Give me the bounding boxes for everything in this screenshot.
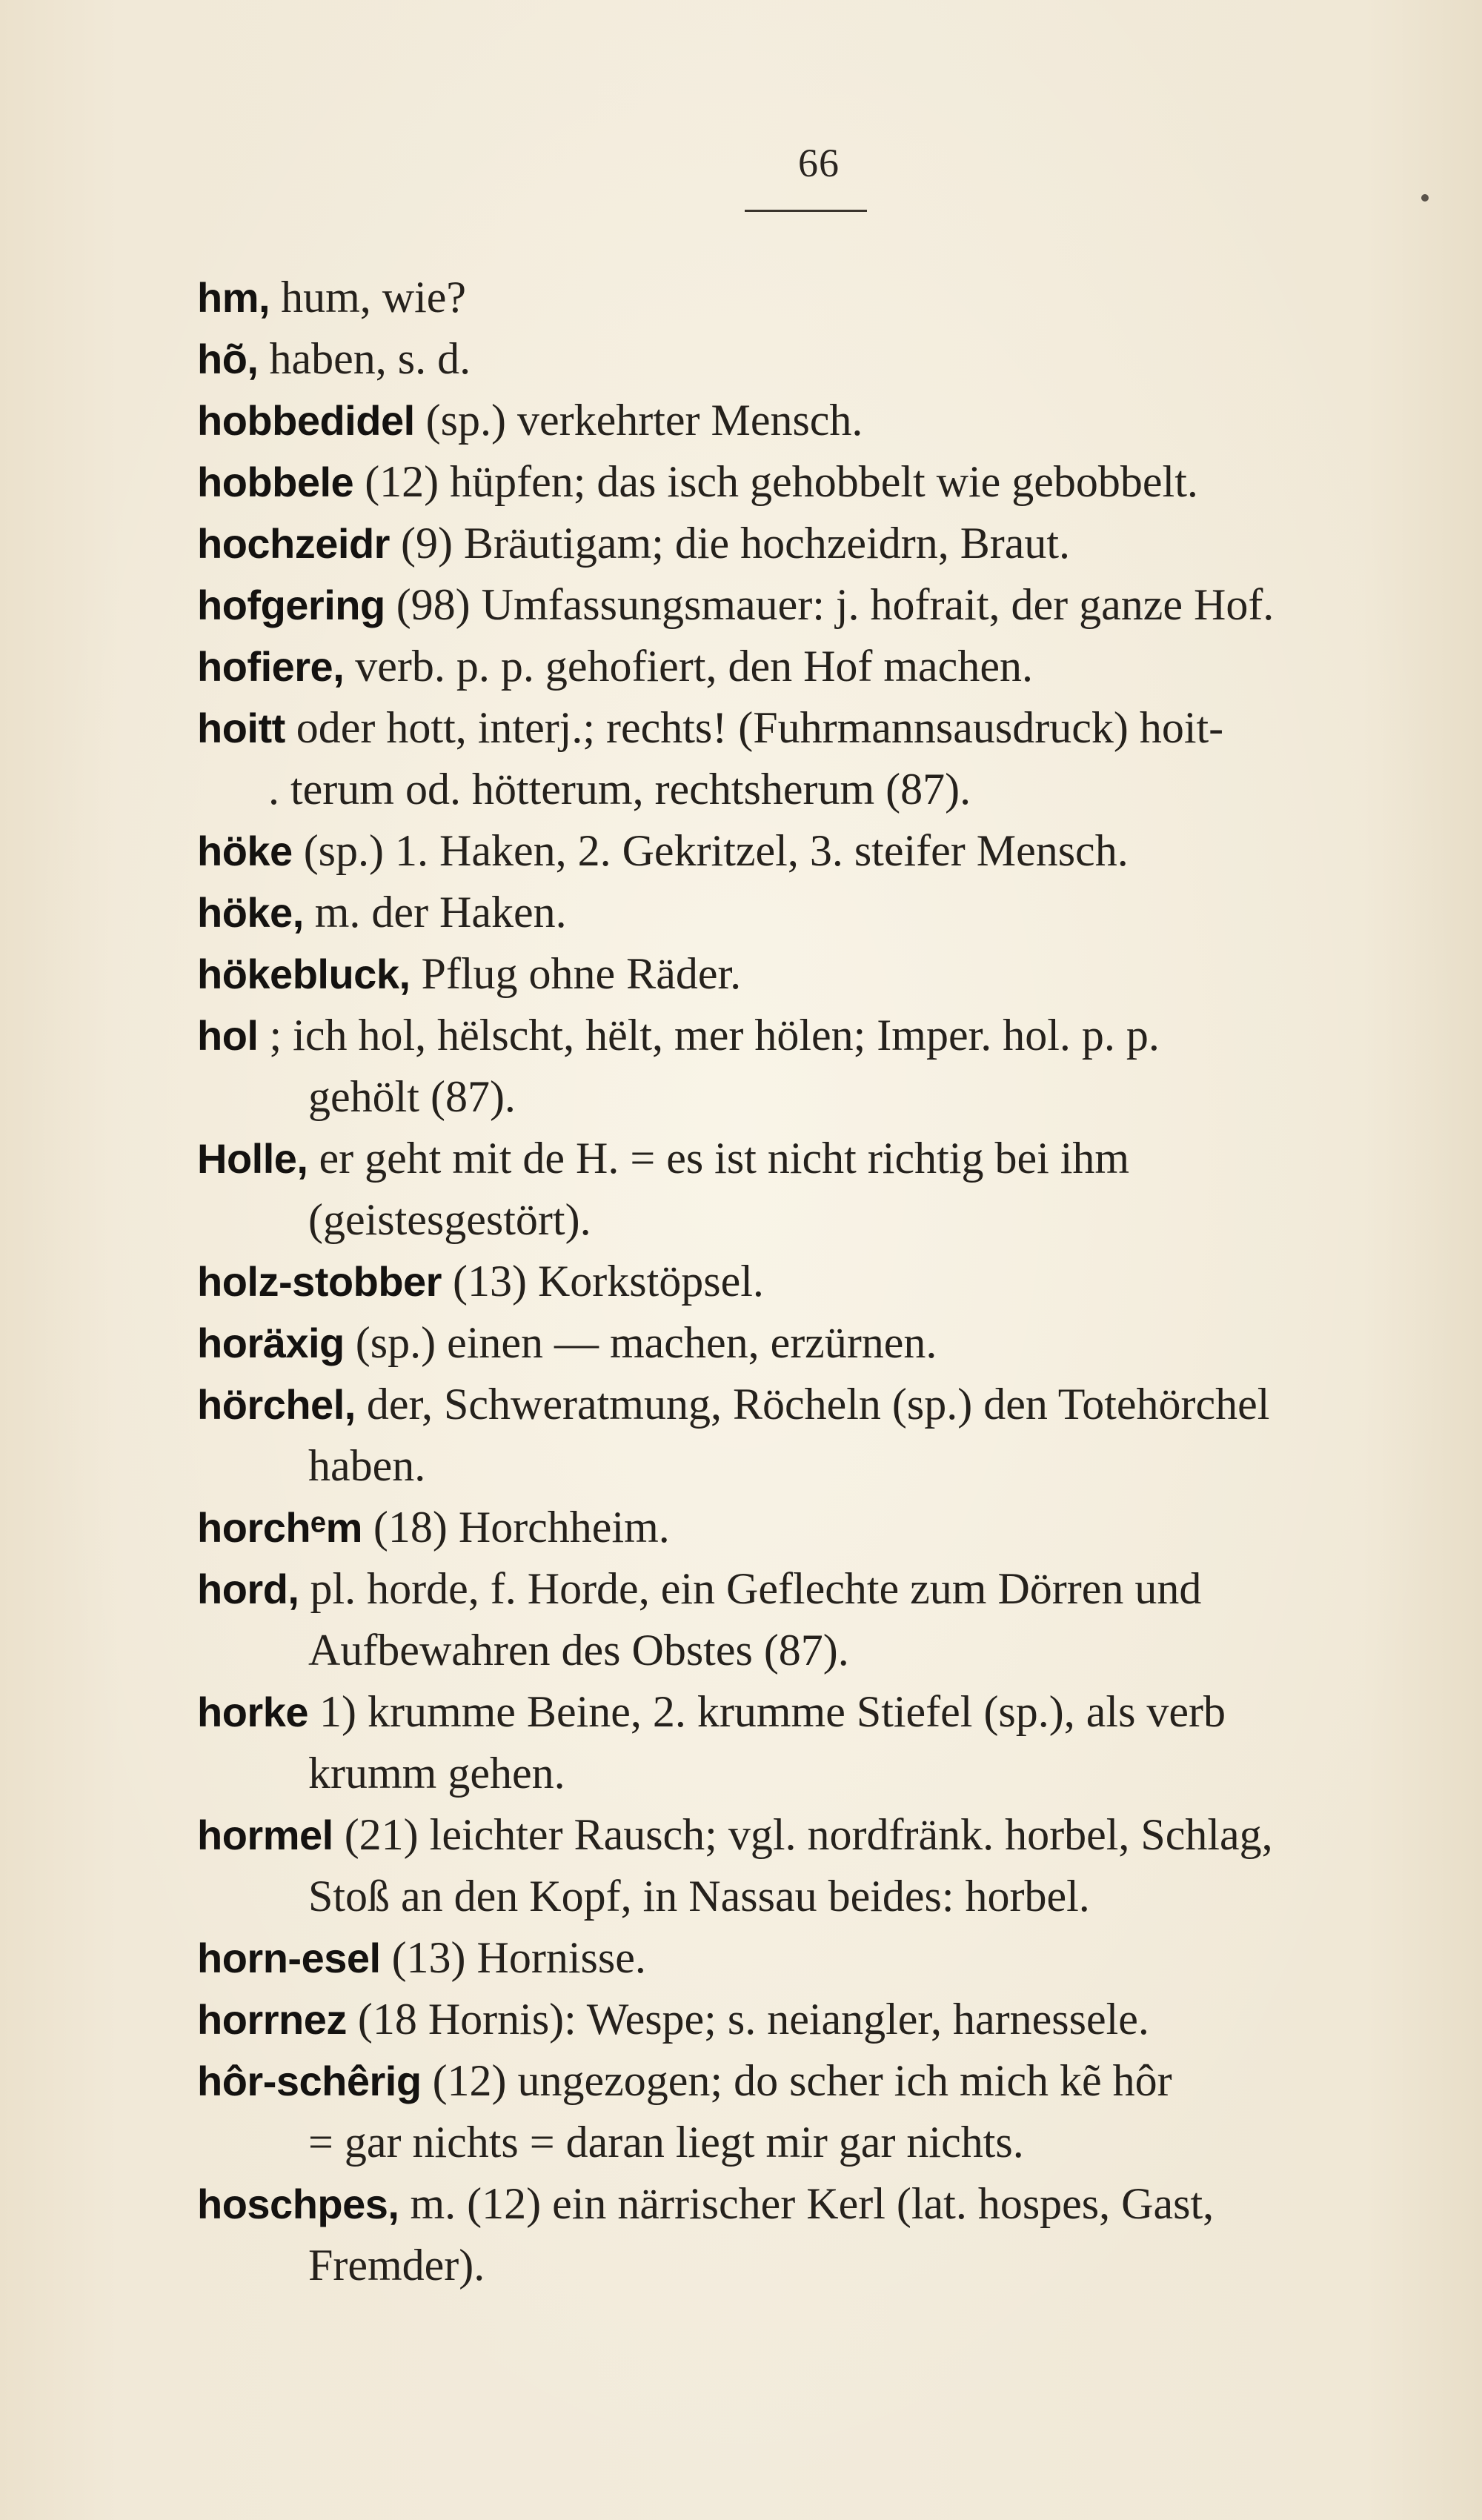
dictionary-entry [197, 1927, 1427, 1989]
definition: ; ich hol, hëlscht, hëlt, mer hölen; Imper. hol. p. p. [258, 1011, 1160, 1060]
definition: (21) leichter Rausch; vgl. nordfränk. horbel, Schlag, [333, 1810, 1273, 1859]
dictionary-entry [197, 574, 1427, 636]
dictionary-entry [197, 2173, 1427, 2296]
definition: oder hott, interj.; rechts! (Fuhrmannsausdruck) hoit- [285, 703, 1224, 752]
definition: Pflug ohne Räder. [410, 949, 742, 998]
headword: hôr-schêrig [197, 2058, 422, 2104]
definition-continuation: Stoß an den Kopf, in Nassau beides: horbel. [308, 1872, 1090, 1921]
dictionary-entry [197, 267, 1427, 328]
headword: hõ, [197, 336, 259, 382]
definition: (18 Hornis): Wespe; s. neiangler, harnessele. [346, 1995, 1149, 2044]
headword: hol [197, 1012, 259, 1059]
headword: hoitt [197, 705, 285, 751]
dictionary-entry [197, 390, 1427, 451]
page-number-rule [745, 210, 867, 212]
dictionary-entry [197, 513, 1427, 574]
definition: (18) Horchheim. [362, 1503, 670, 1552]
definition-continuation: Aufbewahren des Obstes (87). [308, 1626, 849, 1675]
headword: horäxig [197, 1320, 345, 1366]
dictionary-entry [197, 1497, 1427, 1558]
definition-continuation: gehölt (87). [308, 1072, 516, 1121]
dictionary-entry [197, 1005, 1427, 1128]
definition-continuation: (geistesgestört). [308, 1195, 591, 1244]
definition-continuation: Fremder). [308, 2241, 485, 2290]
definition: verb. p. p. gehofiert, den Hof machen. [344, 642, 1033, 691]
headword: hord, [197, 1566, 299, 1612]
dictionary-entry [197, 1312, 1427, 1374]
headword: hörchel, [197, 1381, 356, 1428]
headword: horchᵉm [197, 1504, 362, 1551]
page-speck [1421, 194, 1429, 202]
definition: (sp.) 1. Haken, 2. Gekritzel, 3. steifer Mensch. [292, 826, 1129, 875]
dictionary-entry [197, 1251, 1427, 1312]
definition: (98) Umfassungsmauer: j. hofrait, der ganze Hof. [385, 580, 1275, 629]
dictionary-entry [197, 1804, 1427, 1927]
dictionary-entry [197, 820, 1427, 882]
headword: höke, [197, 889, 304, 936]
definition: pl. horde, f. Horde, ein Geflechte zum Dörren und [299, 1564, 1202, 1613]
dictionary-entry [197, 1374, 1427, 1497]
definition-continuation: . terum od. hötterum, rechtsherum (87). [268, 765, 971, 814]
dictionary-entry [197, 1128, 1427, 1251]
headword: hormel [197, 1812, 333, 1858]
headword: hofiere, [197, 643, 345, 690]
dictionary-entry [197, 943, 1427, 1005]
headword: horke [197, 1689, 308, 1735]
definition: (sp.) verkehrter Mensch. [414, 396, 863, 445]
definition: hum, wie? [270, 273, 466, 322]
definition: (9) Bräutigam; die hochzeidrn, Braut. [389, 519, 1071, 568]
dictionary-entry [197, 697, 1427, 820]
definition-continuation: krumm gehen. [308, 1749, 565, 1798]
definition: (13) Korkstöpsel. [441, 1257, 764, 1306]
definition: (12) hüpfen; das isch gehobbelt wie gebobbelt. [353, 457, 1198, 506]
dictionary-entry [197, 451, 1427, 513]
headword: horrnez [197, 1996, 347, 2043]
dictionary-entry [197, 2050, 1427, 2173]
headword: horn-esel [197, 1935, 381, 1981]
headword: hm, [197, 274, 270, 321]
headword: hochzeidr [197, 520, 390, 567]
headword: höke [197, 828, 293, 874]
definition-continuation: = gar nichts = daran liegt mir gar nichts. [308, 2118, 1024, 2167]
headword: hobbele [197, 459, 354, 505]
definition: (13) Hornisse. [380, 1933, 646, 1982]
definition-continuation: haben. [308, 1441, 426, 1490]
dictionary-entries [197, 267, 1427, 2296]
dictionary-entry [197, 1989, 1427, 2050]
page-number: 66 [798, 141, 840, 185]
definition: (sp.) einen — machen, erzürnen. [344, 1318, 937, 1367]
headword: hökebluck, [197, 951, 411, 997]
dictionary-entry [197, 882, 1427, 943]
headword: Holle, [197, 1135, 308, 1182]
headword: holz-stobber [197, 1258, 442, 1305]
headword: hoschpes, [197, 2181, 399, 2227]
definition: (12) ungezogen; do scher ich mich kẽ hôr [421, 2056, 1172, 2105]
definition: 1) krumme Beine, 2. krumme Stiefel (sp.), als verb [308, 1687, 1226, 1736]
dictionary-entry [197, 1558, 1427, 1681]
headword: hofgering [197, 582, 385, 628]
headword: hobbedidel [197, 397, 415, 444]
dictionary-entry [197, 636, 1427, 697]
definition: er geht mit de H. = es ist nicht richtig bei ihm [308, 1134, 1130, 1183]
dictionary-entry [197, 1681, 1427, 1804]
definition: haben, s. d. [258, 334, 471, 383]
definition: der, Schweratmung, Röcheln (sp.) den Totehörchel [355, 1380, 1270, 1429]
definition: m. (12) ein närrischer Kerl (lat. hospes, Gast, [399, 2179, 1214, 2228]
dictionary-entry [197, 328, 1427, 390]
definition: m. der Haken. [303, 888, 567, 937]
